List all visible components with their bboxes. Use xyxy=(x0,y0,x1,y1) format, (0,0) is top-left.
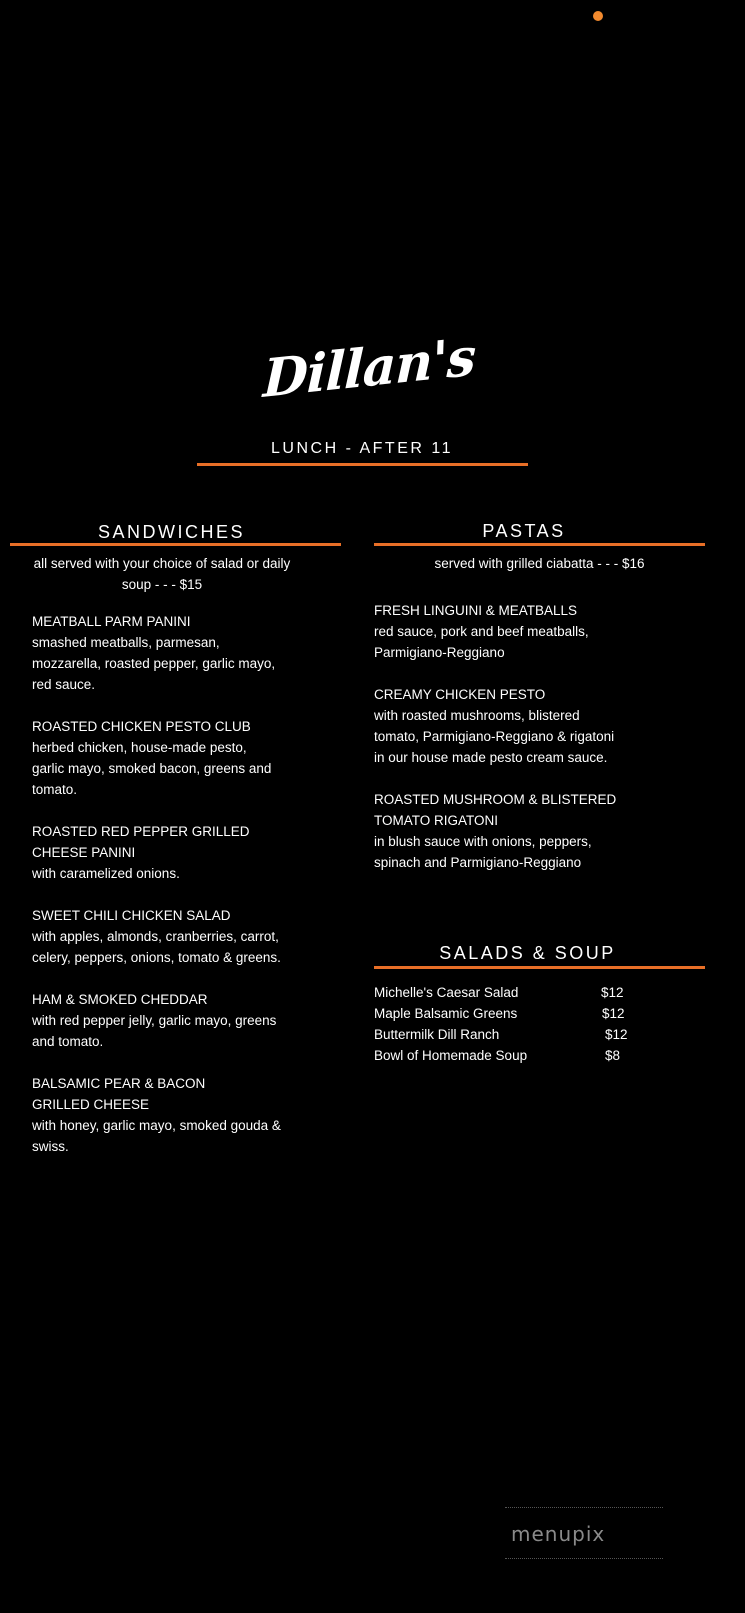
pastas-title: PASTAS xyxy=(482,521,566,541)
list-item xyxy=(32,611,282,695)
item-name: CREAMY CHICKEN PESTO xyxy=(374,687,546,702)
item-price: $12 xyxy=(605,1027,628,1042)
item-name: Bowl of Homemade Soup xyxy=(374,1048,528,1063)
item-description: herbed chicken, house-made pesto, garlic mayo, smoked bacon, greens and tomato. xyxy=(32,740,272,797)
list-item xyxy=(374,982,654,1003)
sandwiches-list xyxy=(32,611,282,1178)
salads-soup-title: SALADS & SOUP xyxy=(439,943,616,963)
list-item xyxy=(32,905,282,968)
list-item xyxy=(374,600,624,663)
pastas-list xyxy=(374,600,624,894)
pastas-intro: served with grilled ciabatta - - - $16 xyxy=(434,556,645,571)
item-name: SWEET CHILI CHICKEN SALAD xyxy=(32,908,231,923)
watermark-text: menupix xyxy=(511,1522,606,1546)
list-item xyxy=(32,1073,282,1157)
decorative-dot xyxy=(593,11,603,21)
item-description: red sauce, pork and beef meatballs, Parmigiano-Reggiano xyxy=(374,624,589,660)
item-name: Buttermilk Dill Ranch xyxy=(374,1027,500,1042)
item-name: Michelle's Caesar Salad xyxy=(374,985,519,1000)
list-item xyxy=(32,989,282,1052)
salads-soup-rule xyxy=(374,966,705,969)
item-description: with apples, almonds, cranberries, carrot, celery, peppers, onions, tomato & greens. xyxy=(32,929,281,965)
item-name: ROASTED CHICKEN PESTO CLUB xyxy=(32,719,251,734)
item-description: with caramelized onions. xyxy=(32,866,180,881)
item-price: $12 xyxy=(601,985,624,1000)
menu-title: LUNCH - AFTER 11 xyxy=(271,440,453,457)
menu-title-rule xyxy=(197,463,528,466)
sandwiches-title: SANDWICHES xyxy=(97,522,245,542)
sandwiches-intro: all served with your choice of salad or daily soup - - - $15 xyxy=(33,556,291,592)
item-name: ROASTED RED PEPPER GRILLED CHEESE PANINI xyxy=(32,824,250,860)
salads-soup-list xyxy=(374,982,654,1066)
item-description: in blush sauce with onions, peppers, spinach and Parmigiano-Reggiano xyxy=(374,834,592,870)
item-description: with honey, garlic mayo, smoked gouda & swiss. xyxy=(32,1118,281,1154)
item-description: with red pepper jelly, garlic mayo, greens and tomato. xyxy=(32,1013,277,1049)
item-price: $8 xyxy=(605,1048,621,1063)
list-item xyxy=(32,821,282,884)
list-item xyxy=(374,684,624,768)
item-name: BALSAMIC PEAR & BACON GRILLED CHEESE xyxy=(32,1076,206,1112)
menupix-watermark xyxy=(505,1507,663,1559)
list-item xyxy=(374,1024,654,1045)
item-name: HAM & SMOKED CHEDDAR xyxy=(32,992,208,1007)
list-item xyxy=(32,716,282,800)
item-description: smashed meatballs, parmesan, mozzarella, roasted pepper, garlic mayo, red sauce. xyxy=(32,635,276,692)
list-item xyxy=(374,1003,654,1024)
list-item xyxy=(374,789,624,873)
pastas-rule xyxy=(374,543,705,546)
list-item xyxy=(374,1045,654,1066)
sandwiches-rule xyxy=(10,543,341,546)
item-description: with roasted mushrooms, blistered tomato, Parmigiano-Reggiano & rigatoni in our house made pesto cream sauce. xyxy=(374,708,615,765)
item-name: ROASTED MUSHROOM & BLISTERED TOMATO RIGATONI xyxy=(374,792,617,828)
item-name: FRESH LINGUINI & MEATBALLS xyxy=(374,603,578,618)
item-name: Maple Balsamic Greens xyxy=(374,1006,518,1021)
logo-text: Dillan's xyxy=(262,326,477,410)
item-price: $12 xyxy=(602,1006,625,1021)
item-name: MEATBALL PARM PANINI xyxy=(32,614,191,629)
dillans-logo xyxy=(262,326,477,430)
